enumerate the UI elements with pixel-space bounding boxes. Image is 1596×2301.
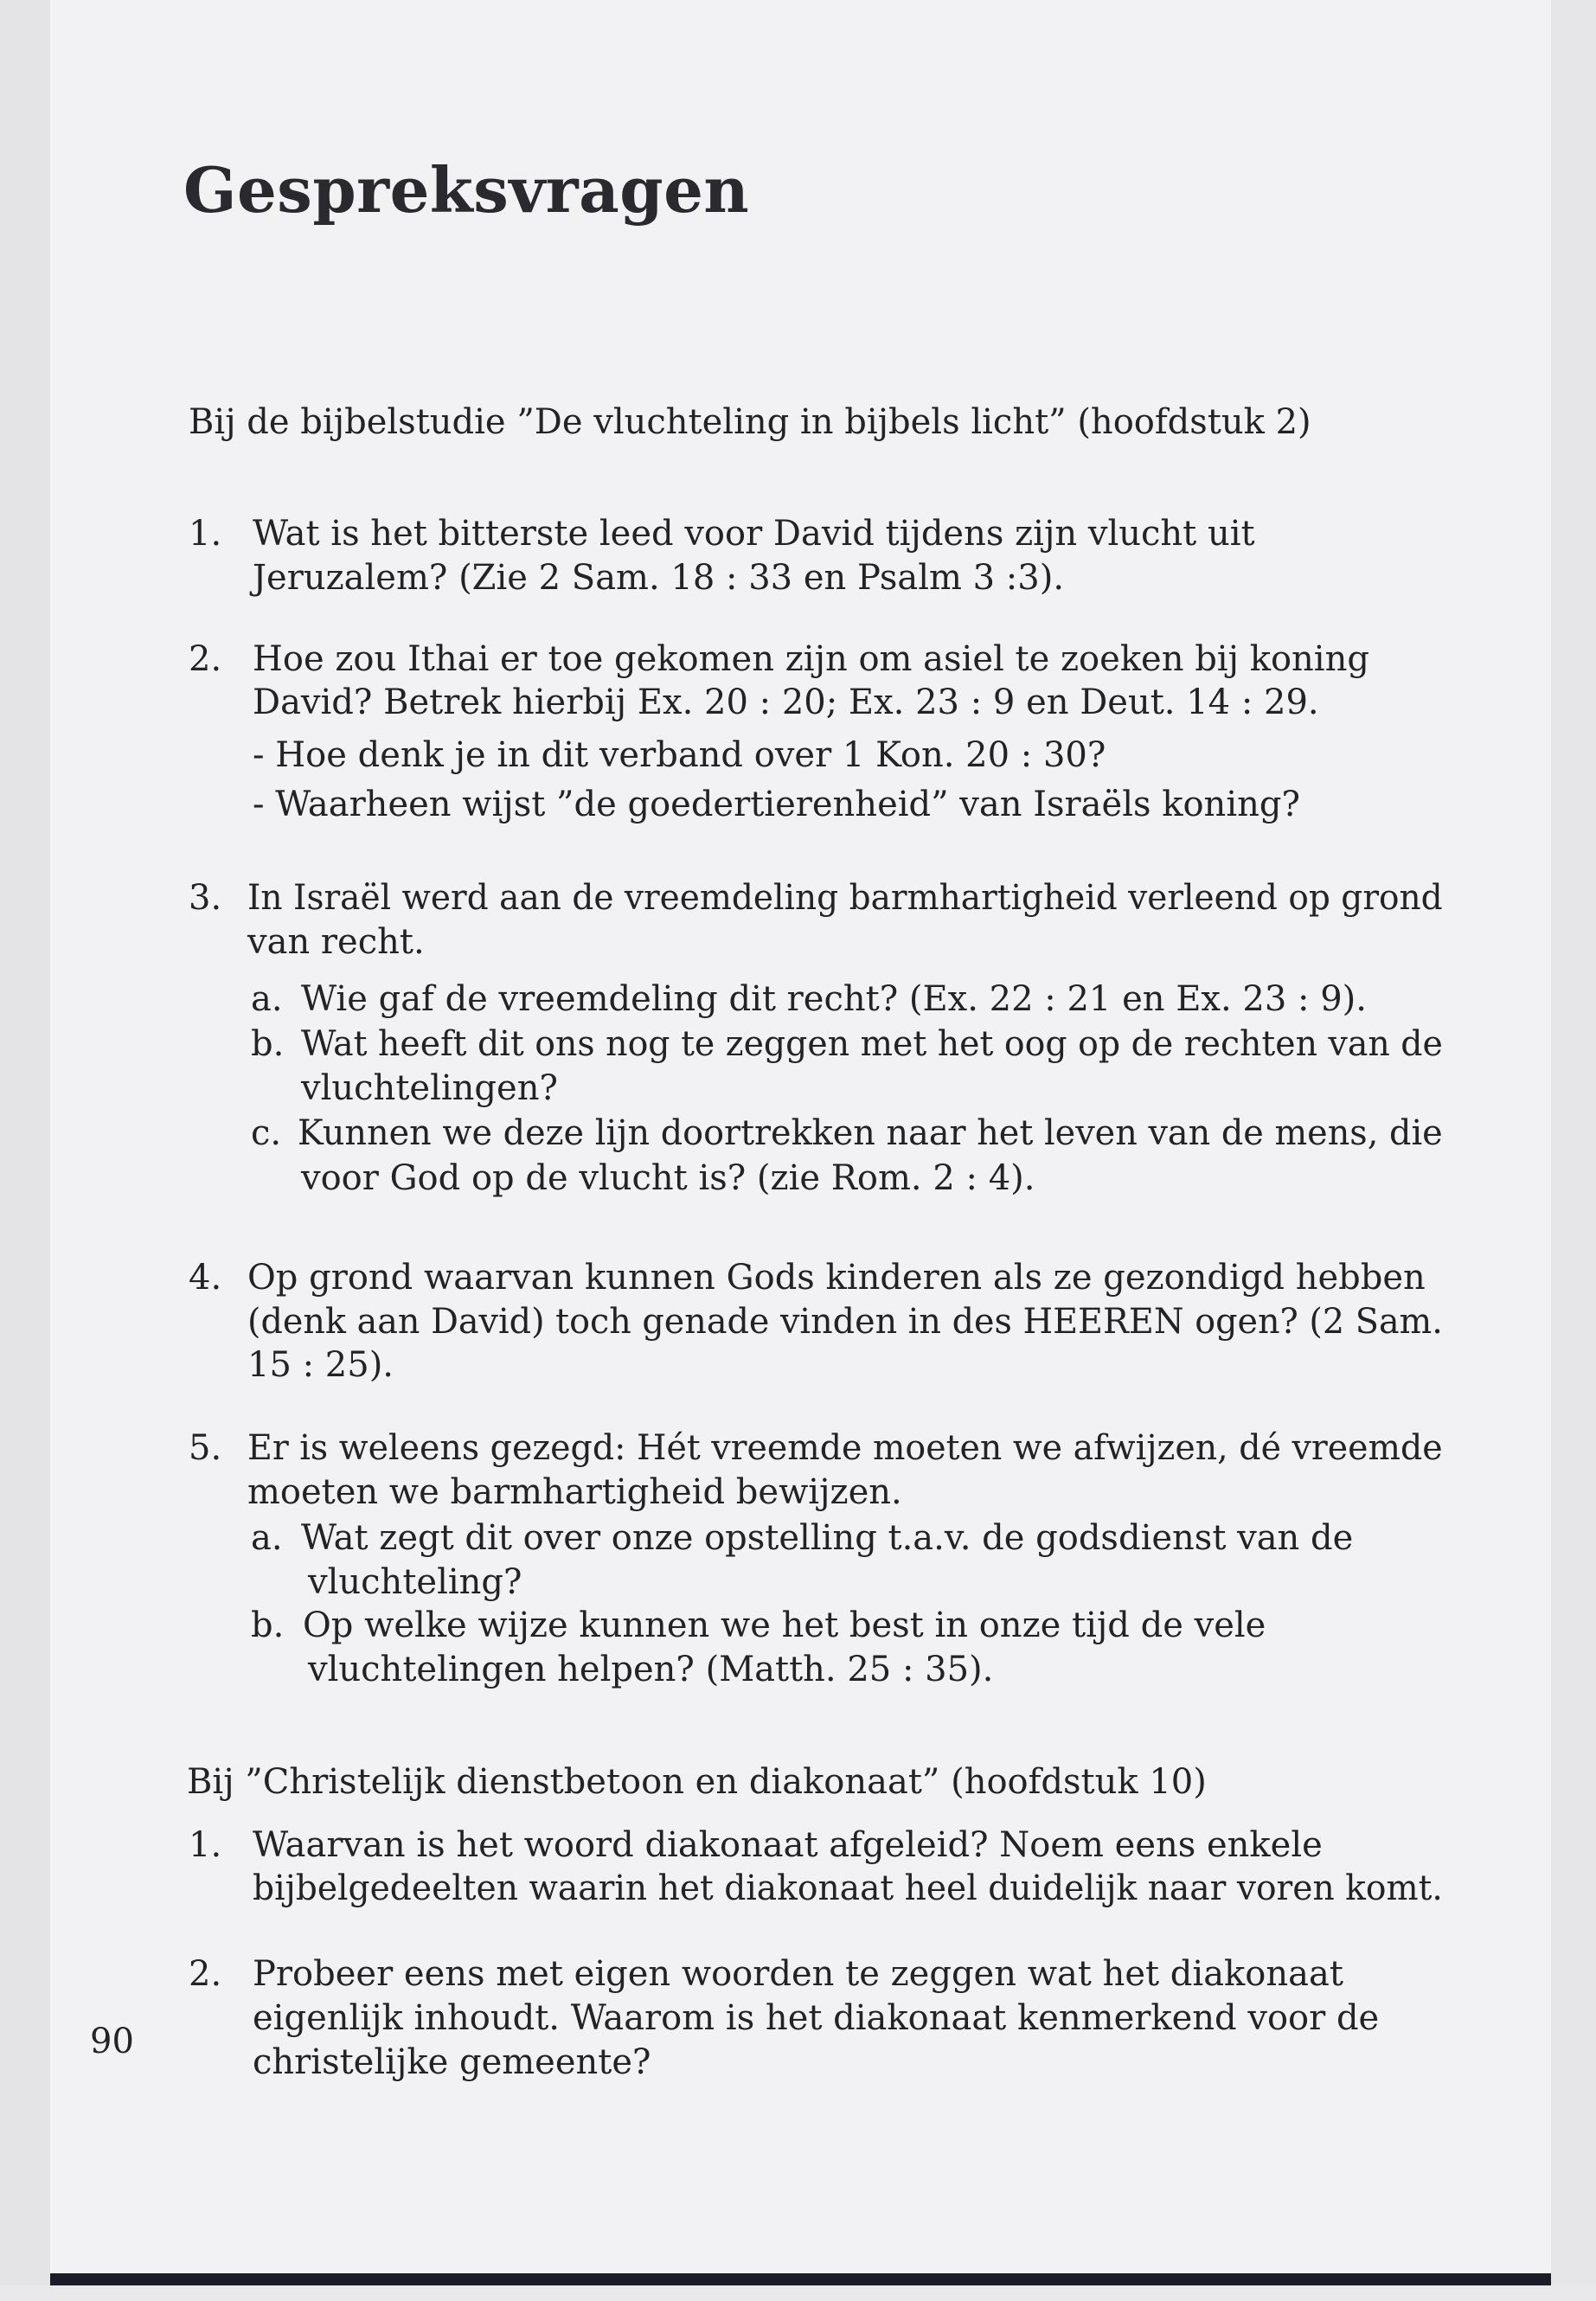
sub-question-label: b. — [251, 1606, 285, 1645]
sub-question-text: Op welke wijze kunnen we het best in onze tijd de vele — [303, 1606, 1266, 1645]
scan-bottom-margin — [0, 2285, 1596, 2301]
question-text-line: moeten we barmhartigheid bewijzen. — [247, 1472, 902, 1512]
sub-question-text: vluchtelingen? — [301, 1068, 558, 1108]
sub-question-text: vluchtelingen helpen? (Matth. 25 : 35). — [308, 1650, 994, 1689]
question-text-line: Wat is het bitterste leed voor David tijdens zijn vlucht uit — [253, 514, 1255, 554]
question-text-line: Probeer eens met eigen woorden te zeggen wat het diakonaat — [253, 1954, 1343, 1994]
sub-question-text: Wat zegt dit over onze opstelling t.a.v. de godsdienst van de — [301, 1518, 1354, 1558]
question-text-line: Jeruzalem? (Zie 2 Sam. 18 : 33 en Psalm 3 :3). — [253, 558, 1065, 598]
sub-question-text: vluchteling? — [308, 1562, 522, 1602]
sub-question-label: a. — [251, 979, 283, 1019]
question-text-line: 15 : 25). — [247, 1345, 394, 1385]
question-text-line: Waarvan is het woord diakonaat afgeleid? Noem eens enkele — [253, 1825, 1323, 1865]
sub-question-text: Wie gaf de vreemdeling dit recht? (Ex. 22 : 21 en Ex. 23 : 9). — [301, 979, 1367, 1019]
question-text-line: Hoe zou Ithai er toe gekomen zijn om asiel te zoeken bij koning — [253, 639, 1369, 679]
scan-bottom-edge — [50, 2273, 1551, 2285]
question-number: 4. — [189, 1258, 222, 1298]
question-text-line: In Israël werd aan de vreemdeling barmhartigheid verleend op grond — [247, 878, 1443, 918]
sub-question: - Hoe denk je in dit verband over 1 Kon. 20 : 30? — [253, 735, 1106, 775]
scan-margin-right — [1551, 0, 1596, 2301]
question-number: 3. — [189, 878, 222, 918]
question-text-line: bijbelgedeelten waarin het diakonaat heel duidelijk naar voren komt. — [253, 1868, 1443, 1908]
question-text-line: David? Betrek hierbij Ex. 20 : 20; Ex. 23 : 9 en Deut. 14 : 29. — [253, 683, 1319, 722]
section-heading-diakonaat: Bij ”Christelijk dienstbetoon en diakonaat” (hoofdstuk 10) — [187, 1762, 1207, 1802]
question-text-line: eigenlijk inhoudt. Waarom is het diakonaat kenmerkend voor de — [253, 1998, 1380, 2038]
question-text-line: van recht. — [247, 922, 425, 962]
question-text-line: (denk aan David) toch genade vinden in des HEEREN ogen? (2 Sam. — [247, 1302, 1443, 1342]
sub-question-text: Wat heeft dit ons nog te zeggen met het oog op de rechten van de — [301, 1024, 1443, 1064]
section-heading-bijbelstudie: Bij de bijbelstudie ”De vluchteling in bijbels licht” (hoofdstuk 2) — [189, 402, 1311, 442]
scan-margin-left — [0, 0, 50, 2301]
question-text-line: Op grond waarvan kunnen Gods kinderen als ze gezondigd hebben — [247, 1258, 1426, 1298]
question-number: 1. — [189, 514, 222, 554]
page-title: Gespreksvragen — [183, 153, 750, 227]
sub-question-label: c. — [251, 1113, 282, 1153]
question-number: 1. — [189, 1825, 222, 1865]
sub-question-label: b. — [251, 1024, 285, 1064]
page-number: 90 — [90, 2022, 134, 2061]
question-text-line: Er is weleens gezegd: Hét vreemde moeten we afwijzen, dé vreemde — [247, 1428, 1443, 1468]
question-number: 5. — [189, 1428, 222, 1468]
question-number: 2. — [189, 639, 222, 679]
sub-question: - Waarheen wijst ”de goedertierenheid” van Israëls koning? — [253, 785, 1300, 824]
sub-question-label: a. — [251, 1518, 283, 1558]
question-text-line: christelijke gemeente? — [253, 2042, 651, 2082]
sub-question-text: Kunnen we deze lijn doortrekken naar het leven van de mens, die — [298, 1113, 1443, 1153]
sub-question-text: voor God op de vlucht is? (zie Rom. 2 : 4). — [301, 1158, 1035, 1198]
question-number: 2. — [189, 1954, 222, 1994]
